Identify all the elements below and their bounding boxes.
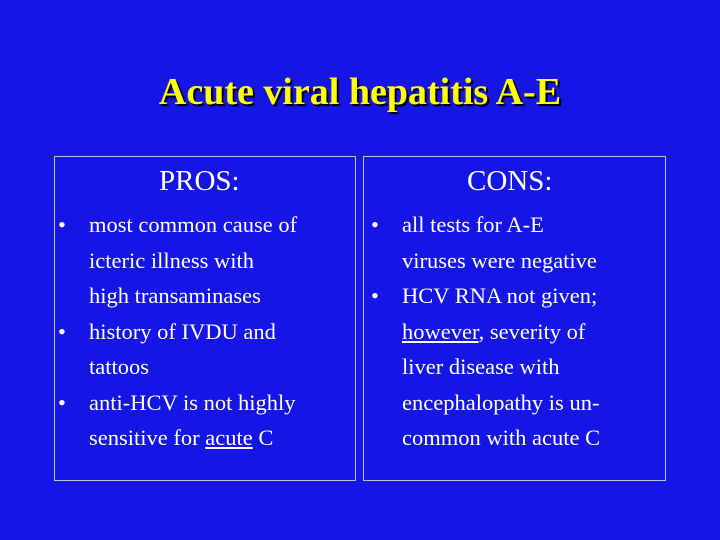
cons-item	[371, 207, 665, 278]
pros-item-text	[89, 390, 295, 451]
pros-item	[58, 314, 356, 385]
cons-item	[371, 278, 665, 456]
pros-item	[58, 207, 356, 314]
slide-title: Acute viral hepatitis A-E	[158, 71, 562, 113]
pros-item-text: history of IVDU and tattoos	[89, 318, 276, 379]
bullet-icon: •	[58, 212, 66, 237]
pros-heading: PROS:	[159, 165, 240, 197]
cons-item-text: all tests for A-E viruses were negative	[402, 212, 597, 273]
bullet-icon: •	[58, 389, 66, 415]
pros-panel	[54, 156, 356, 481]
cons-item-text-end: , severity of liver disease with encephalopathy is un- common with acute C	[402, 318, 601, 450]
cons-item-text	[402, 283, 600, 450]
pros-item-text-end: C	[252, 425, 274, 450]
pros-list	[58, 207, 356, 456]
pros-item	[58, 385, 356, 456]
cons-heading: CONS:	[467, 165, 553, 197]
bullet-icon: •	[371, 212, 379, 237]
emphasis-underlined: acute	[205, 425, 253, 450]
emphasis-underlined: however	[402, 318, 479, 344]
bullet-icon: •	[58, 318, 66, 344]
pros-item-text-start: anti-HCV is not highly sensitive for	[89, 389, 296, 450]
cons-list	[371, 207, 665, 456]
pros-item-text: most common cause of icteric illness with high transaminases	[89, 212, 298, 308]
bullet-icon: •	[371, 283, 379, 308]
cons-panel	[363, 156, 666, 481]
cons-item-text-start: HCV RNA not given;	[402, 283, 598, 308]
